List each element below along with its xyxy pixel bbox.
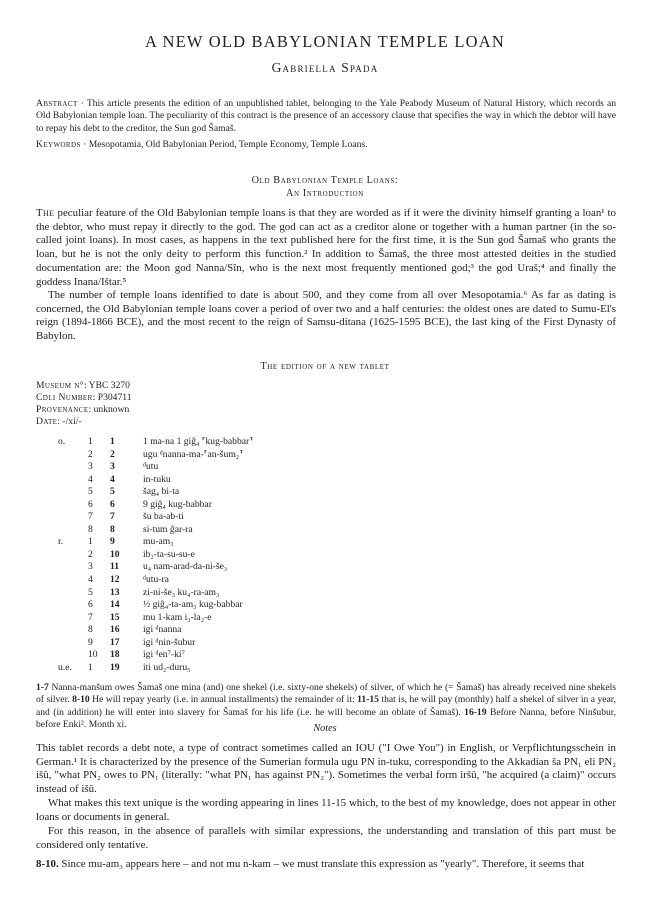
continuous-line-number: 17 (110, 636, 120, 648)
line-number: 6 (88, 599, 93, 611)
section-heading-edition: The edition of a new tablet (260, 361, 390, 372)
transliteration-text: 9 giĝ₄ kug-babbar (143, 498, 212, 510)
transliteration-row (58, 574, 458, 587)
transliteration-row (58, 549, 458, 562)
translation-text: Nanna-manšum owes Šamaš one mina (and) one shekel (i.e. sixty-one shekels) of silver, of which he (= Šamaš) has already received nine shekels of silver. (36, 682, 616, 706)
transliteration-row (58, 436, 458, 449)
meta-value: : -/xi/- (57, 415, 82, 427)
continuous-line-number: 10 (110, 548, 120, 560)
line-number: 1 (88, 661, 93, 673)
line-number: 10 (88, 649, 98, 661)
transliteration-table (58, 436, 458, 674)
meta-label: Date (36, 415, 58, 427)
transliteration-text: mu-am₃ (143, 536, 174, 548)
line-number: 4 (88, 473, 93, 485)
transliteration-row (58, 499, 458, 512)
intro-paragraph-1-text: peculiar feature of the Old Babylonian temple loans is that they are worded as if it were the divinity himself granting a loan¹ to the debtor, who must repay it directly to the god. The god can act as a creditor alone or together with a human partner (in the so-called joint loans). In most cases, as happens in the text published here for the first time, it is the Sun god Šamaš who grants the loan, but he is not the only deity to perform this function.² In addition to Šamaš, the three most attested deities in the studied documentation are: the Moon god Nanna/Sîn, who is the next most frequently mentioned god;³ the god Uraš;⁴ and finally the goddess Inana/Ištar.⁵ (36, 207, 616, 288)
meta-label: Cdli Number (36, 391, 93, 403)
meta-value: : YBC 3270 (83, 380, 130, 391)
continuous-line-number: 11 (110, 561, 120, 573)
line-number: 6 (88, 498, 93, 510)
continuous-line-number: 14 (110, 599, 120, 611)
meta-label: Provenance (36, 403, 89, 415)
line-number: 1 (88, 436, 93, 447)
continuous-line-number: 18 (110, 649, 120, 661)
meta-provenance (36, 404, 616, 416)
translation-text: He will repay yearly (i.e. in annual installments) the remainder of it: (89, 694, 358, 706)
meta-label: Museum n° (36, 380, 84, 391)
continuous-line-number: 13 (110, 586, 120, 598)
meta-cdli (36, 392, 616, 404)
line-number: 3 (88, 561, 93, 573)
transliteration-row (58, 486, 458, 499)
continuous-line-number: 1 (110, 436, 115, 447)
continuous-line-number: 16 (110, 624, 120, 636)
transliteration-text: igi ᵈnin-šubur (143, 636, 196, 648)
line-number: 5 (88, 586, 93, 598)
continuous-line-number: 2 (110, 448, 115, 460)
notes-paragraph-4 (36, 858, 616, 872)
transliteration-row (58, 587, 458, 600)
transliteration-text: šag₄ bi-ta (143, 486, 180, 498)
transliteration-row (58, 524, 458, 537)
transliteration-text: in-tuku (143, 473, 171, 485)
transliteration-row (58, 449, 458, 462)
transliteration-row (58, 624, 458, 637)
keywords (36, 139, 616, 151)
transliteration-text: ᵈutu-ra (143, 574, 169, 586)
intro-paragraph-2: The number of temple loans identified to date is about 500, and they come from all over Mesopotamia.⁶ As far as dating is concerned, the Old Babylonian temple loans cover a period of over two and a half centuries: the oldest ones are dated to Sumu-El's reign (1894-1866 BCE), and the most recent to the reign of Samsu-ditana (1625-1595 BCE), the last king of the First Dynasty of Babylon. (36, 289, 616, 343)
meta-museum (36, 380, 616, 392)
intro-paragraph-1 (36, 207, 616, 289)
transliteration-text: 1 ma-na 1 giĝ₄ ⸢kug-babbar⸣ (143, 436, 253, 447)
transliteration-text: ᵈutu (143, 461, 159, 473)
continuous-line-number: 5 (110, 486, 115, 498)
continuous-line-number: 7 (110, 511, 115, 523)
abstract-label: Abstract (36, 98, 78, 109)
translation-text: that is, he will pay (monthly) half a shekel of silver in a year, and (in addition) he will enter into slavery for Šamaš for his life (i.e. he will become an oblate of Šamaš). (36, 694, 616, 718)
transliteration-text: si-tum ĝar-ra (143, 523, 193, 535)
transliteration-row (58, 536, 458, 549)
transliteration-text: iti ud₂-duru₅ (143, 661, 191, 673)
notes-paragraph-4-text: Since mu-am₃ appears here – and not mu n-kam – we must translate this expression as "yearly". Therefore, it seems that (58, 858, 585, 870)
notes-paragraph-1: This tablet records a debt note, a type of contract sometimes called an IOU ("I Owe You") in English, or Verpflichtungsschein in German.¹ It is characterized by the presence of the Sumerian formula ugu PN in-tuku, corresponding to the Akkadian ša PN₁ eli PN₂ išû, "what PN₂ owes to PN₁ (literally: "what PN₁ has against PN₂"). Sometimes the verbal form iršû, "he acquired (a claim)" occurs instead of išû. (36, 742, 616, 796)
continuous-line-number: 19 (110, 661, 120, 673)
continuous-line-number: 8 (110, 523, 115, 535)
transliteration-text: ib₂-ta-su-su-e (143, 548, 195, 560)
notes-paragraph-3: For this reason, in the absence of parallels with similar expressions, the understanding and translation of this part must be considered only tentative. (36, 825, 616, 851)
transliteration-row (58, 461, 458, 474)
line-number: 7 (88, 611, 93, 623)
line-number: 4 (88, 574, 93, 586)
tablet-side-label: o. (58, 436, 66, 447)
section-heading-intro (0, 175, 650, 200)
transliteration-row (58, 561, 458, 574)
keywords-text: · Mesopotamia, Old Babylonian Period, Temple Economy, Temple Loans. (80, 139, 368, 150)
transliteration-row (58, 649, 458, 662)
transliteration-text: igi ᵈnanna (143, 624, 182, 636)
intro-lead-word: The (36, 207, 55, 219)
transliteration-row (58, 662, 458, 675)
notes-line-ref: 8-10. (36, 858, 59, 870)
transliteration-row (58, 637, 458, 650)
line-number: 2 (88, 548, 93, 560)
transliteration-text: ½ giĝ₄-ta-am₃ kug-babbar (143, 599, 243, 611)
continuous-line-number: 12 (110, 574, 120, 586)
continuous-line-number: 6 (110, 498, 115, 510)
continuous-line-number: 9 (110, 536, 115, 548)
transliteration-text: zi-ni-še₃ ku₄-ra-am₃ (143, 586, 220, 598)
meta-value: : unknown (88, 403, 130, 415)
article-title: A NEW OLD BABYLONIAN TEMPLE LOAN (145, 32, 505, 51)
section-heading-line2: An Introduction (286, 187, 364, 199)
transliteration-row (58, 612, 458, 625)
tablet-side-label: u.e. (58, 661, 72, 673)
section-heading-line1: Old Babylonian Temple Loans: (251, 175, 399, 186)
continuous-line-number: 15 (110, 611, 120, 623)
tablet-side-label: r. (58, 536, 64, 548)
keywords-label: Keywords (36, 139, 81, 150)
translation-range-label: 16-19 (464, 706, 487, 718)
line-number: 8 (88, 624, 93, 636)
transliteration-text: u₄ nam-arad-da-ni-še₃ (143, 561, 228, 573)
notes-heading: Notes (313, 723, 337, 734)
translation-range-label: 8-10 (72, 694, 90, 706)
meta-value: : P304711 (92, 391, 132, 403)
transliteration-text: ugu ᵈnanna-ma-⸢an-šum₂⸣ (143, 448, 243, 460)
abstract (36, 98, 616, 135)
line-number: 7 (88, 511, 93, 523)
transliteration-row (58, 599, 458, 612)
translation-range-label: 1-7 (36, 682, 49, 693)
transliteration-text: šu ba-ab-ti (143, 511, 184, 523)
meta-date (36, 416, 616, 428)
line-number: 8 (88, 523, 93, 535)
transliteration-text: igi ᵈen⁷-ki⁷ (143, 649, 185, 661)
tablet-metadata (36, 380, 616, 428)
transliteration-row (58, 511, 458, 524)
transliteration-row (58, 474, 458, 487)
line-number: 2 (88, 448, 93, 460)
transliteration-text: mu 1-kam i₃-la₂-e (143, 611, 212, 623)
translation-text: Before Nanna, before Ninšubur, before Enki². Month xi. (36, 706, 616, 731)
line-number: 1 (88, 536, 93, 548)
line-number: 9 (88, 636, 93, 648)
line-number: 5 (88, 486, 93, 498)
notes-paragraph-2: What makes this text unique is the wording appearing in lines 11-15 which, to the best of my knowledge, does not appear in other loans or documents in general. (36, 797, 616, 823)
translation-range-label: 11-15 (357, 694, 379, 706)
continuous-line-number: 4 (110, 473, 115, 485)
continuous-line-number: 3 (110, 461, 115, 473)
line-number: 3 (88, 461, 93, 473)
abstract-text: · This article presents the edition of an unpublished tablet, belonging to the Yale Peabody Museum of Natural History, which records an Old Babylonian temple loan. The peculiarity of this contract is the presence of an accessory clause that specifies the way in which the debtor will have to repay his debt to the creditor, the Sun god Šamaš. (36, 98, 616, 134)
article-author: Gabriella Spada (271, 60, 379, 75)
